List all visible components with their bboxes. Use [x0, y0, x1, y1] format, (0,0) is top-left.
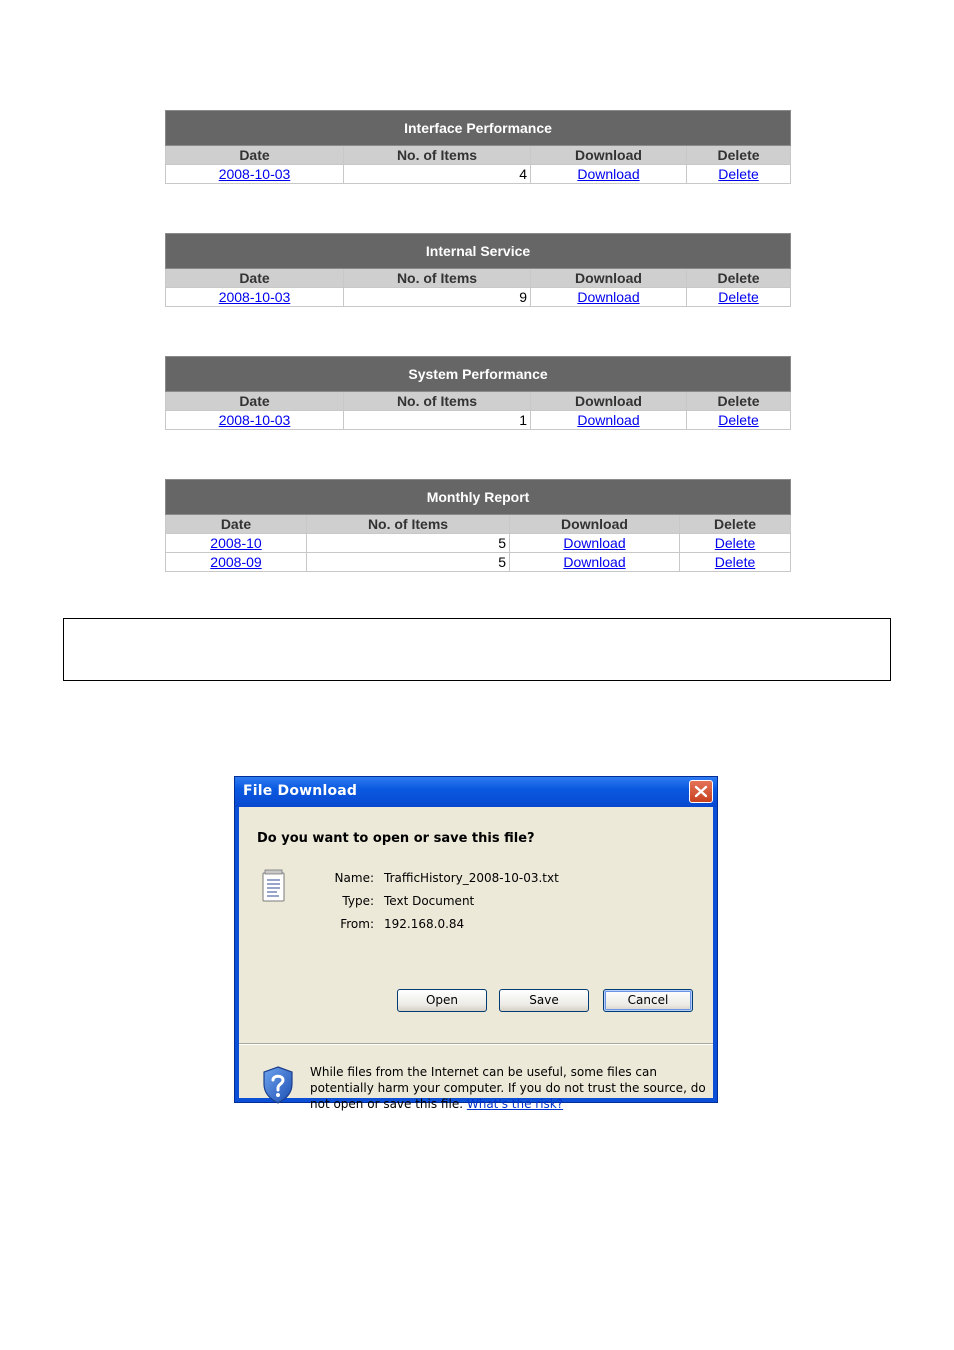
- date-link[interactable]: 2008-10-03: [218, 289, 291, 305]
- table-title: Internal Service: [166, 234, 791, 269]
- column-header-download: Download: [510, 515, 680, 534]
- download-link[interactable]: Download: [563, 535, 626, 551]
- whats-the-risk-link[interactable]: What's the risk?: [466, 1097, 564, 1111]
- column-header-date: Date: [166, 515, 307, 534]
- dialog-question: Do you want to open or save this file?: [257, 831, 535, 846]
- column-header-delete: Delete: [687, 146, 791, 165]
- security-warning: [310, 1064, 710, 1112]
- column-header-delete: Delete: [687, 392, 791, 411]
- dialog-titlebar[interactable]: [235, 777, 717, 807]
- column-header-items: No. of Items: [344, 392, 531, 411]
- table-title: System Performance: [166, 357, 791, 392]
- internal-service-table: [165, 233, 791, 307]
- download-link[interactable]: Download: [577, 412, 640, 428]
- delete-link[interactable]: Delete: [718, 289, 759, 305]
- date-link[interactable]: 2008-09: [210, 554, 262, 570]
- file-type-value: Text Document: [384, 894, 475, 908]
- interface-performance-table: [165, 110, 791, 184]
- date-link[interactable]: 2008-10: [210, 535, 262, 551]
- dialog-body: [239, 807, 713, 1111]
- cancel-button[interactable]: Cancel: [603, 989, 693, 1012]
- dialog-title: File Download: [243, 783, 358, 799]
- close-icon: [694, 785, 708, 798]
- open-button[interactable]: Open: [397, 989, 487, 1012]
- warning-text: While files from the Internet can be useful, some files can potentially harm your computer. If you do not trust the source, do not open or save this file.: [310, 1065, 706, 1111]
- delete-link[interactable]: Delete: [714, 554, 756, 570]
- date-link[interactable]: 2008-10-03: [218, 412, 291, 428]
- table-row: [166, 553, 791, 572]
- column-header-items: No. of Items: [344, 269, 531, 288]
- column-header-date: Date: [166, 392, 344, 411]
- file-download-dialog: [234, 776, 718, 1111]
- from-value: 192.168.0.84: [384, 917, 465, 931]
- item-count: 5: [307, 553, 510, 572]
- table-title: Interface Performance: [166, 111, 791, 146]
- column-header-download: Download: [531, 146, 687, 165]
- table-title: Monthly Report: [166, 480, 791, 515]
- column-header-items: No. of Items: [344, 146, 531, 165]
- close-button[interactable]: [689, 780, 713, 803]
- save-button[interactable]: Save: [499, 989, 589, 1012]
- download-link[interactable]: Download: [577, 166, 640, 182]
- system-performance-table: [165, 356, 791, 430]
- dialog-separator: [239, 1043, 713, 1045]
- note-box: [63, 618, 891, 681]
- download-link[interactable]: Download: [577, 289, 640, 305]
- column-header-download: Download: [531, 269, 687, 288]
- table-row: [166, 288, 791, 307]
- table-row: [166, 534, 791, 553]
- type-label: Type:: [342, 894, 374, 908]
- column-header-delete: Delete: [680, 515, 791, 534]
- item-count: 9: [344, 288, 531, 307]
- from-label: From:: [340, 917, 374, 931]
- name-label: Name:: [334, 871, 374, 885]
- table-row: [166, 411, 791, 430]
- delete-link[interactable]: Delete: [718, 412, 759, 428]
- item-count: 4: [344, 165, 531, 184]
- text-document-icon: [261, 869, 287, 903]
- item-count: 5: [307, 534, 510, 553]
- column-header-items: No. of Items: [307, 515, 510, 534]
- monthly-report-table: [165, 479, 791, 572]
- download-link[interactable]: Download: [563, 554, 626, 570]
- file-name-value: TrafficHistory_2008-10-03.txt: [384, 871, 559, 885]
- delete-link[interactable]: Delete: [718, 166, 759, 182]
- security-shield-icon: [261, 1065, 295, 1105]
- column-header-download: Download: [531, 392, 687, 411]
- column-header-delete: Delete: [687, 269, 791, 288]
- date-link[interactable]: 2008-10-03: [218, 166, 291, 182]
- table-row: [166, 165, 791, 184]
- delete-link[interactable]: Delete: [714, 535, 756, 551]
- column-header-date: Date: [166, 146, 344, 165]
- column-header-date: Date: [166, 269, 344, 288]
- item-count: 1: [344, 411, 531, 430]
